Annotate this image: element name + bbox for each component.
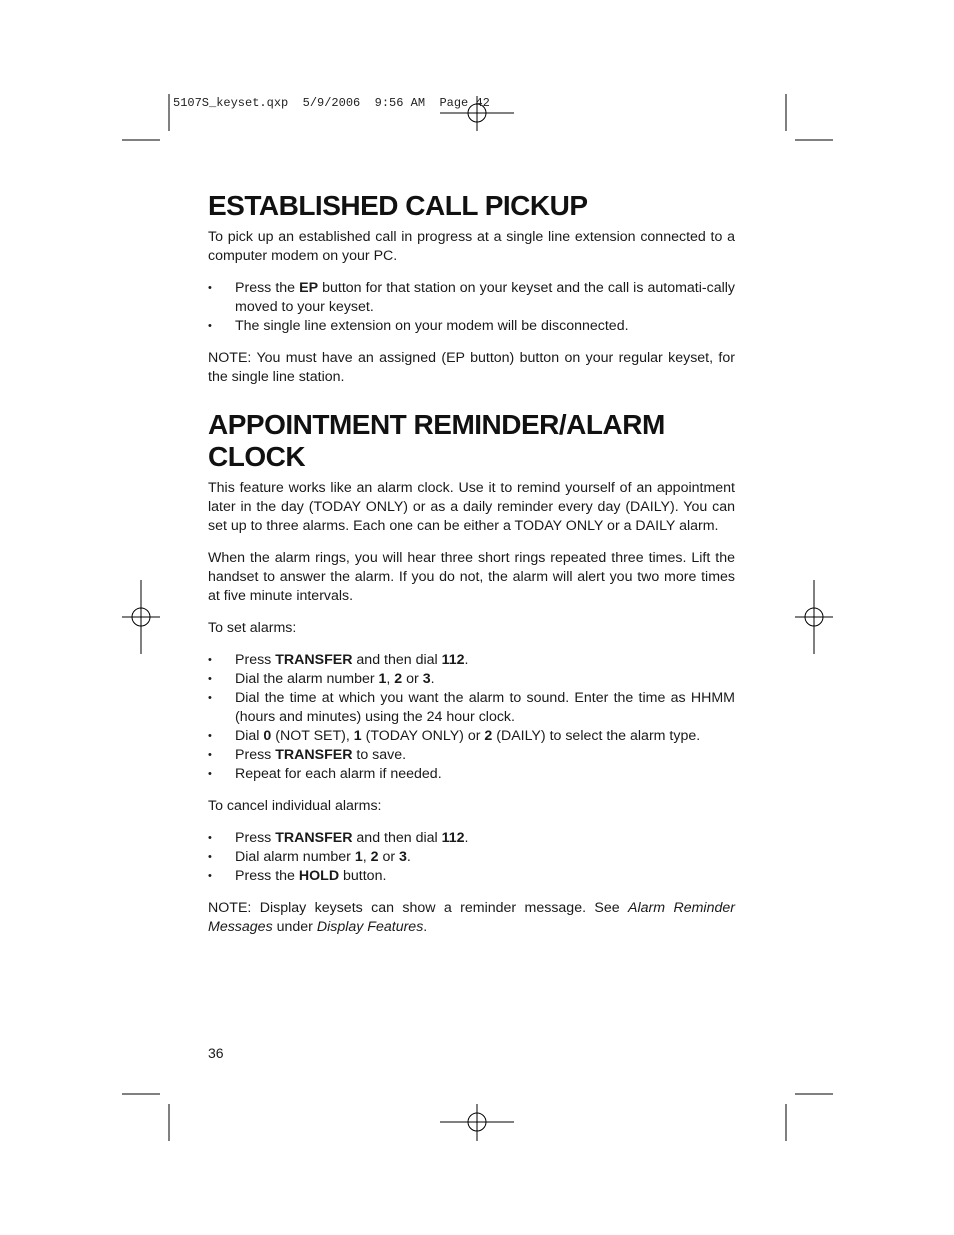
registration-mark-right <box>795 580 833 654</box>
set-alarms-steps <box>208 651 735 784</box>
text-run: Press the <box>235 868 299 884</box>
text-run: Repeat for each alarm if needed. <box>235 766 442 782</box>
text-run: . <box>464 830 469 846</box>
cancel-alarms-steps <box>208 829 735 886</box>
bold-text: 2 <box>394 671 403 687</box>
bold-text: 2 <box>370 849 379 865</box>
text-run: Press the <box>235 280 300 296</box>
page-number: 36 <box>208 1045 224 1061</box>
alarm-note <box>208 899 735 937</box>
text-run: (DAILY) to select the alarm type. <box>492 728 701 744</box>
bullet-icon: • <box>208 749 212 761</box>
list-item <box>208 829 735 848</box>
list-item <box>208 651 735 670</box>
text-run: button. <box>339 868 387 884</box>
italic-text: Display Features <box>316 919 424 935</box>
bold-text: 2 <box>484 728 493 744</box>
bold-text: 0 <box>263 728 272 744</box>
bold-text: 112 <box>441 830 465 846</box>
text-run: and then dial <box>352 830 442 846</box>
call-pickup-steps <box>208 279 735 336</box>
list-item <box>208 867 735 886</box>
bold-text: HOLD <box>298 868 340 884</box>
text-run: Dial the time at which you want the alarm to sound. Enter the time as HHMM (hours and minutes) using the 24 hour clock. <box>235 690 735 725</box>
cancel-alarms-label: To cancel individual alarms: <box>208 798 382 814</box>
alarm-intro: This feature works like an alarm clock. Use it to remind yourself of an appointment later in the day (TODAY ONLY) or as a daily reminder every day (DAILY). You can set up to three alarms. Each one can be either a TODAY ONLY or a DAILY alarm. <box>208 480 735 534</box>
section-title-call-pickup: ESTABLISHED CALL PICKUP <box>208 190 588 221</box>
section-title-alarm-clock: APPOINTMENT REMINDER/ALARM CLOCK <box>208 409 665 472</box>
text-run: Press <box>235 830 276 846</box>
bullet-icon: • <box>208 282 212 294</box>
text-run: or <box>402 671 423 687</box>
file-slug: 5107S_keyset.qxp 5/9/2006 9:56 AM Page 42 <box>173 96 490 110</box>
call-pickup-intro: To pick up an established call in progress at a single line extension connected to a computer modem on your PC. <box>208 229 735 264</box>
registration-mark-bottom <box>440 1104 514 1141</box>
text-run: to save. <box>352 747 407 763</box>
text-run: . <box>464 652 469 668</box>
text-run: The single line extension on your modem will be disconnected. <box>235 318 629 334</box>
bullet-icon: • <box>208 851 212 863</box>
list-item <box>208 670 735 689</box>
text-run: (TODAY ONLY) or <box>361 728 485 744</box>
text-run: (NOT SET), <box>271 728 354 744</box>
registration-mark-left <box>122 580 160 654</box>
list-item <box>208 848 735 867</box>
bold-text: EP <box>299 280 319 296</box>
text-run: Dial alarm number <box>235 849 355 865</box>
text-run: . <box>406 849 411 865</box>
text-run: or <box>378 849 400 865</box>
text-run: Dial <box>235 728 264 744</box>
list-item <box>208 279 735 317</box>
list-item <box>208 689 735 727</box>
bold-text: TRANSFER <box>275 830 353 846</box>
text-run: , <box>362 849 371 865</box>
set-alarms-label: To set alarms: <box>208 620 297 636</box>
bold-text: TRANSFER <box>275 747 353 763</box>
bullet-icon: • <box>208 654 212 666</box>
bold-text: 112 <box>441 652 465 668</box>
bold-text: TRANSFER <box>275 652 353 668</box>
call-pickup-note: NOTE: You must have an assigned (EP button) button on your regular keyset, for the single line station. <box>208 350 735 385</box>
text-run: . <box>423 919 428 935</box>
text-run: Press <box>235 747 276 763</box>
bullet-icon: • <box>208 692 212 704</box>
text-run: . <box>430 671 435 687</box>
text-run: NOTE: Display keysets can show a reminder message. See <box>208 900 629 916</box>
bullet-icon: • <box>208 832 212 844</box>
bullet-icon: • <box>208 730 212 742</box>
text-run: Dial the alarm number <box>235 671 379 687</box>
bullet-icon: • <box>208 870 212 882</box>
text-run: button for that station on your keyset and the call is automati-cally moved to your keyset. <box>235 280 736 315</box>
text-run: , <box>386 671 395 687</box>
alarm-rings-description: When the alarm rings, you will hear three short rings repeated three times. Lift the handset to answer the alarm. If you do not, the alarm will alert you two more times at five minute intervals. <box>208 550 735 604</box>
bold-text: 3 <box>399 849 407 865</box>
bullet-icon: • <box>208 320 212 332</box>
text-run: and then dial <box>352 652 442 668</box>
bold-text: 1 <box>353 728 362 744</box>
bold-text: 3 <box>422 671 431 687</box>
bold-text: 1 <box>378 671 387 687</box>
list-item <box>208 765 735 784</box>
list-item <box>208 727 735 746</box>
bullet-icon: • <box>208 768 212 780</box>
list-item <box>208 317 735 336</box>
page-content <box>208 190 735 937</box>
list-item <box>208 746 735 765</box>
bold-text: 1 <box>354 849 363 865</box>
text-run: under <box>272 919 317 935</box>
text-run: Press <box>235 652 276 668</box>
bullet-icon: • <box>208 673 212 685</box>
italic-text: Alarm Reminder Messages <box>208 900 735 935</box>
